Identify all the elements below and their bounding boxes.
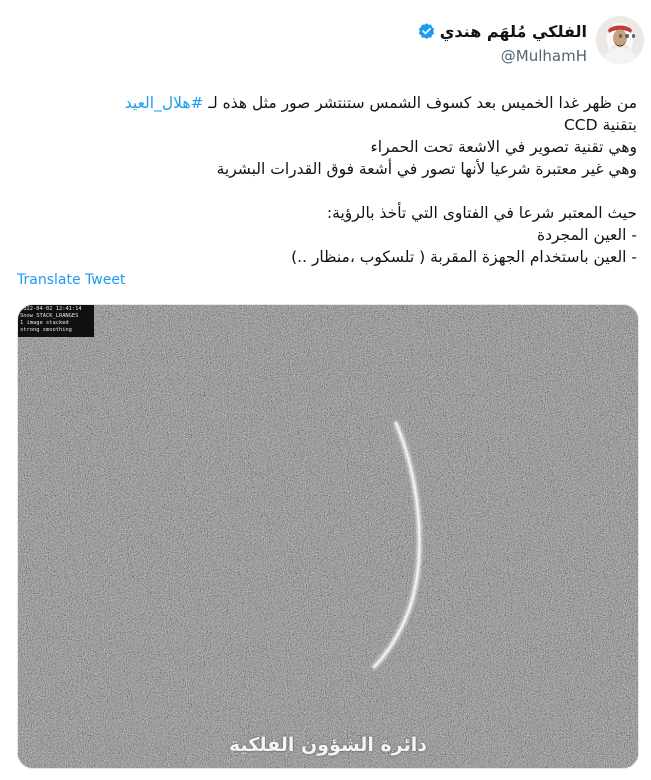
verified-badge-icon [417,22,436,41]
stamp-line: 2022-04-02 12:41:14 [20,306,82,312]
tweet-header [0,0,651,80]
crescent-moon-photo [18,305,639,769]
tweet-text [16,92,637,268]
user-handle[interactable]: @MulhamH [500,47,587,65]
tweet-line: وهي تقنية تصوير في الاشعة تحت الحمراء [370,138,637,156]
more-options-icon[interactable] [615,26,639,46]
stamp-line: Snow STACK_LRANGES [20,313,79,319]
author-names [417,20,587,65]
tweet-line: حيث المعتبر شرعا في الفتاوى التي تأخذ بالرؤية: [326,204,637,222]
capture-info-stamp [18,305,94,337]
stamp-line: 1 image stacked [20,320,69,326]
tweet-image[interactable] [17,304,639,769]
translate-tweet-link[interactable]: Translate Tweet [17,272,126,288]
stamp-line: strong smoothing [20,327,72,333]
tweet-line: - العين باستخدام الجهزة المقربة ( تلسكوب ،منظار ..) [291,248,637,266]
tweet-line: - العين المجردة [536,226,637,244]
image-watermark: دائرة الشؤون الفلكية [229,734,427,756]
hashtag-link[interactable]: #هلال_العيد [124,94,204,112]
tweet-line [16,92,637,114]
tweet-line-text: من ظهر غدا الخميس بعد كسوف الشمس ستنتشر صور مثل هذه لـ [203,94,637,112]
tweet-line: بتقنية CCD [563,116,637,134]
display-name[interactable]: الفلكي مُلهَم هندي [439,21,587,41]
tweet-line: وهي غير معتبرة شرعيا لأنها تصور في أشعة فوق القدرات البشرية [216,160,637,178]
